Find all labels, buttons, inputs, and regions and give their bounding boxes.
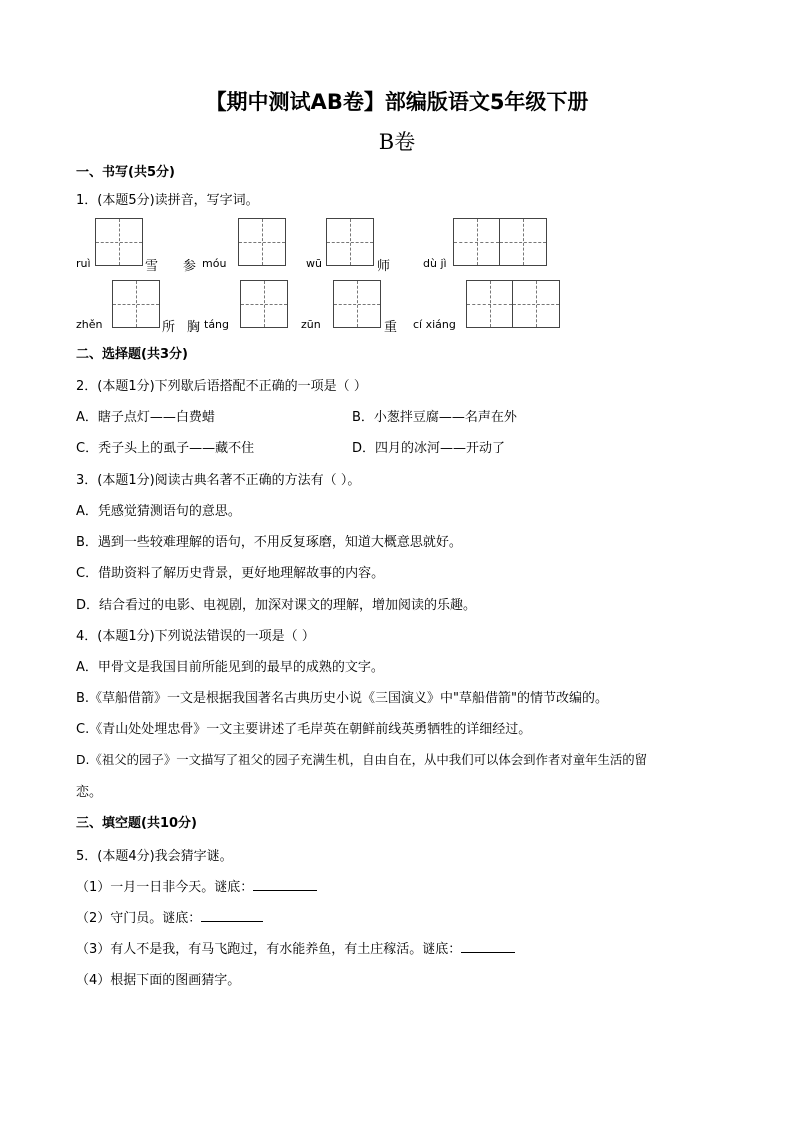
pinyin-duji: dù jì xyxy=(423,257,447,270)
grid-cell xyxy=(334,281,380,327)
pinyin-rui: ruì xyxy=(76,257,91,270)
word-can: 参 xyxy=(183,259,197,274)
q2-option-b[interactable]: B．小葱拌豆腐——名声在外 xyxy=(352,410,517,425)
grid-cell xyxy=(467,281,513,327)
word-shi: 师 xyxy=(377,259,391,274)
q5-item-4: （4）根据下面的图画猜字。 xyxy=(76,973,241,988)
pinyin-wu: wū xyxy=(306,257,322,270)
section-heading-writing: 一、书写(共5分) xyxy=(76,165,175,180)
question-4: 4．(本题1分)下列说法错误的一项是（ ） xyxy=(76,629,315,644)
q5-item-2-text: （2）守门员。谜底： xyxy=(76,911,202,926)
writing-grid-4[interactable] xyxy=(453,218,547,266)
pinyin-cixiang: cí xiáng xyxy=(413,318,456,331)
question-1: 1．(本题5分)读拼音，写字词。 xyxy=(76,193,259,208)
pinyin-mou: móu xyxy=(202,257,227,270)
grid-cell xyxy=(239,219,285,265)
pinyin-zun: zūn xyxy=(301,318,321,331)
grid-cell xyxy=(454,219,500,265)
q3-option-d[interactable]: D．结合看过的电影、电视剧，加深对课文的理解，增加阅读的乐趣。 xyxy=(76,598,477,613)
word-zhong: 重 xyxy=(384,320,398,335)
section-heading-fill: 三、填空题(共10分) xyxy=(76,816,197,831)
pinyin-tang: táng xyxy=(204,318,230,331)
q3-option-b[interactable]: B．遇到一些较难理解的语句，不用反复琢磨，知道大概意思就好。 xyxy=(76,535,462,550)
word-xiong: 胸 xyxy=(187,320,201,335)
word-xue: 雪 xyxy=(145,259,159,274)
q4-option-c[interactable]: C.《青山处处埋忠骨》一文主要讲述了毛岸英在朝鲜前线英勇牺牲的详细经过。 xyxy=(76,722,532,737)
q5-item-3-text: （3）有人不是我，有马飞跑过，有水能养鱼，有土庄稼活。谜底： xyxy=(76,942,462,957)
grid-cell xyxy=(96,219,142,265)
question-3: 3．(本题1分)阅读古典名著不正确的方法有（ ）。 xyxy=(76,473,361,488)
q3-option-c[interactable]: C．借助资料了解历史背景，更好地理解故事的内容。 xyxy=(76,566,385,581)
q4-option-b[interactable]: B.《草船借箭》一文是根据我国著名古典历史小说《三国演义》中"草船借箭"的情节改编的。 xyxy=(76,691,609,706)
writing-grid-2[interactable] xyxy=(238,218,286,266)
grid-cell xyxy=(113,281,159,327)
q4-option-d-continued: 恋。 xyxy=(76,785,103,800)
writing-grid-5[interactable] xyxy=(112,280,160,328)
grid-cell xyxy=(241,281,287,327)
word-suo: 所 xyxy=(162,320,176,335)
q5-item-1 xyxy=(76,876,317,895)
section-heading-choice: 二、选择题(共3分) xyxy=(76,347,188,362)
writing-grid-8[interactable] xyxy=(466,280,560,328)
q2-option-a[interactable]: A．瞎子点灯——白费蜡 xyxy=(76,410,215,425)
q3-option-a[interactable]: A．凭感觉猜测语句的意思。 xyxy=(76,504,241,519)
writing-grid-6[interactable] xyxy=(240,280,288,328)
writing-grid-1[interactable] xyxy=(95,218,143,266)
q5-item-3 xyxy=(76,938,515,957)
grid-cell xyxy=(327,219,373,265)
page-subtitle: B卷 xyxy=(378,130,416,154)
question-2: 2．(本题1分)下列歇后语搭配不正确的一项是（ ） xyxy=(76,379,367,394)
q5-item-1-text: （1）一月一日非今天。谜底： xyxy=(76,880,254,895)
q4-option-d[interactable]: D.《祖父的园子》一文描写了祖父的园子充满生机，自由自在，从中我们可以体会到作者对童年生活的留 xyxy=(76,752,648,767)
question-5: 5．(本题4分)我会猜字谜。 xyxy=(76,849,233,864)
q2-option-c[interactable]: C．秃子头上的虱子——藏不住 xyxy=(76,441,255,456)
q5-item-2 xyxy=(76,907,263,926)
grid-cell xyxy=(500,219,546,265)
q4-option-a[interactable]: A．甲骨文是我国目前所能见到的最早的成熟的文字。 xyxy=(76,660,384,675)
pinyin-zhen: zhěn xyxy=(76,318,103,331)
q2-option-d[interactable]: D．四月的冰河——开动了 xyxy=(352,441,506,456)
answer-blank-1[interactable] xyxy=(253,878,317,891)
page-title: 【期中测试AB卷】部编版语文5年级下册 xyxy=(205,90,589,114)
answer-blank-3[interactable] xyxy=(461,940,515,953)
writing-grid-7[interactable] xyxy=(333,280,381,328)
writing-grid-3[interactable] xyxy=(326,218,374,266)
grid-cell xyxy=(513,281,559,327)
answer-blank-2[interactable] xyxy=(201,909,263,922)
